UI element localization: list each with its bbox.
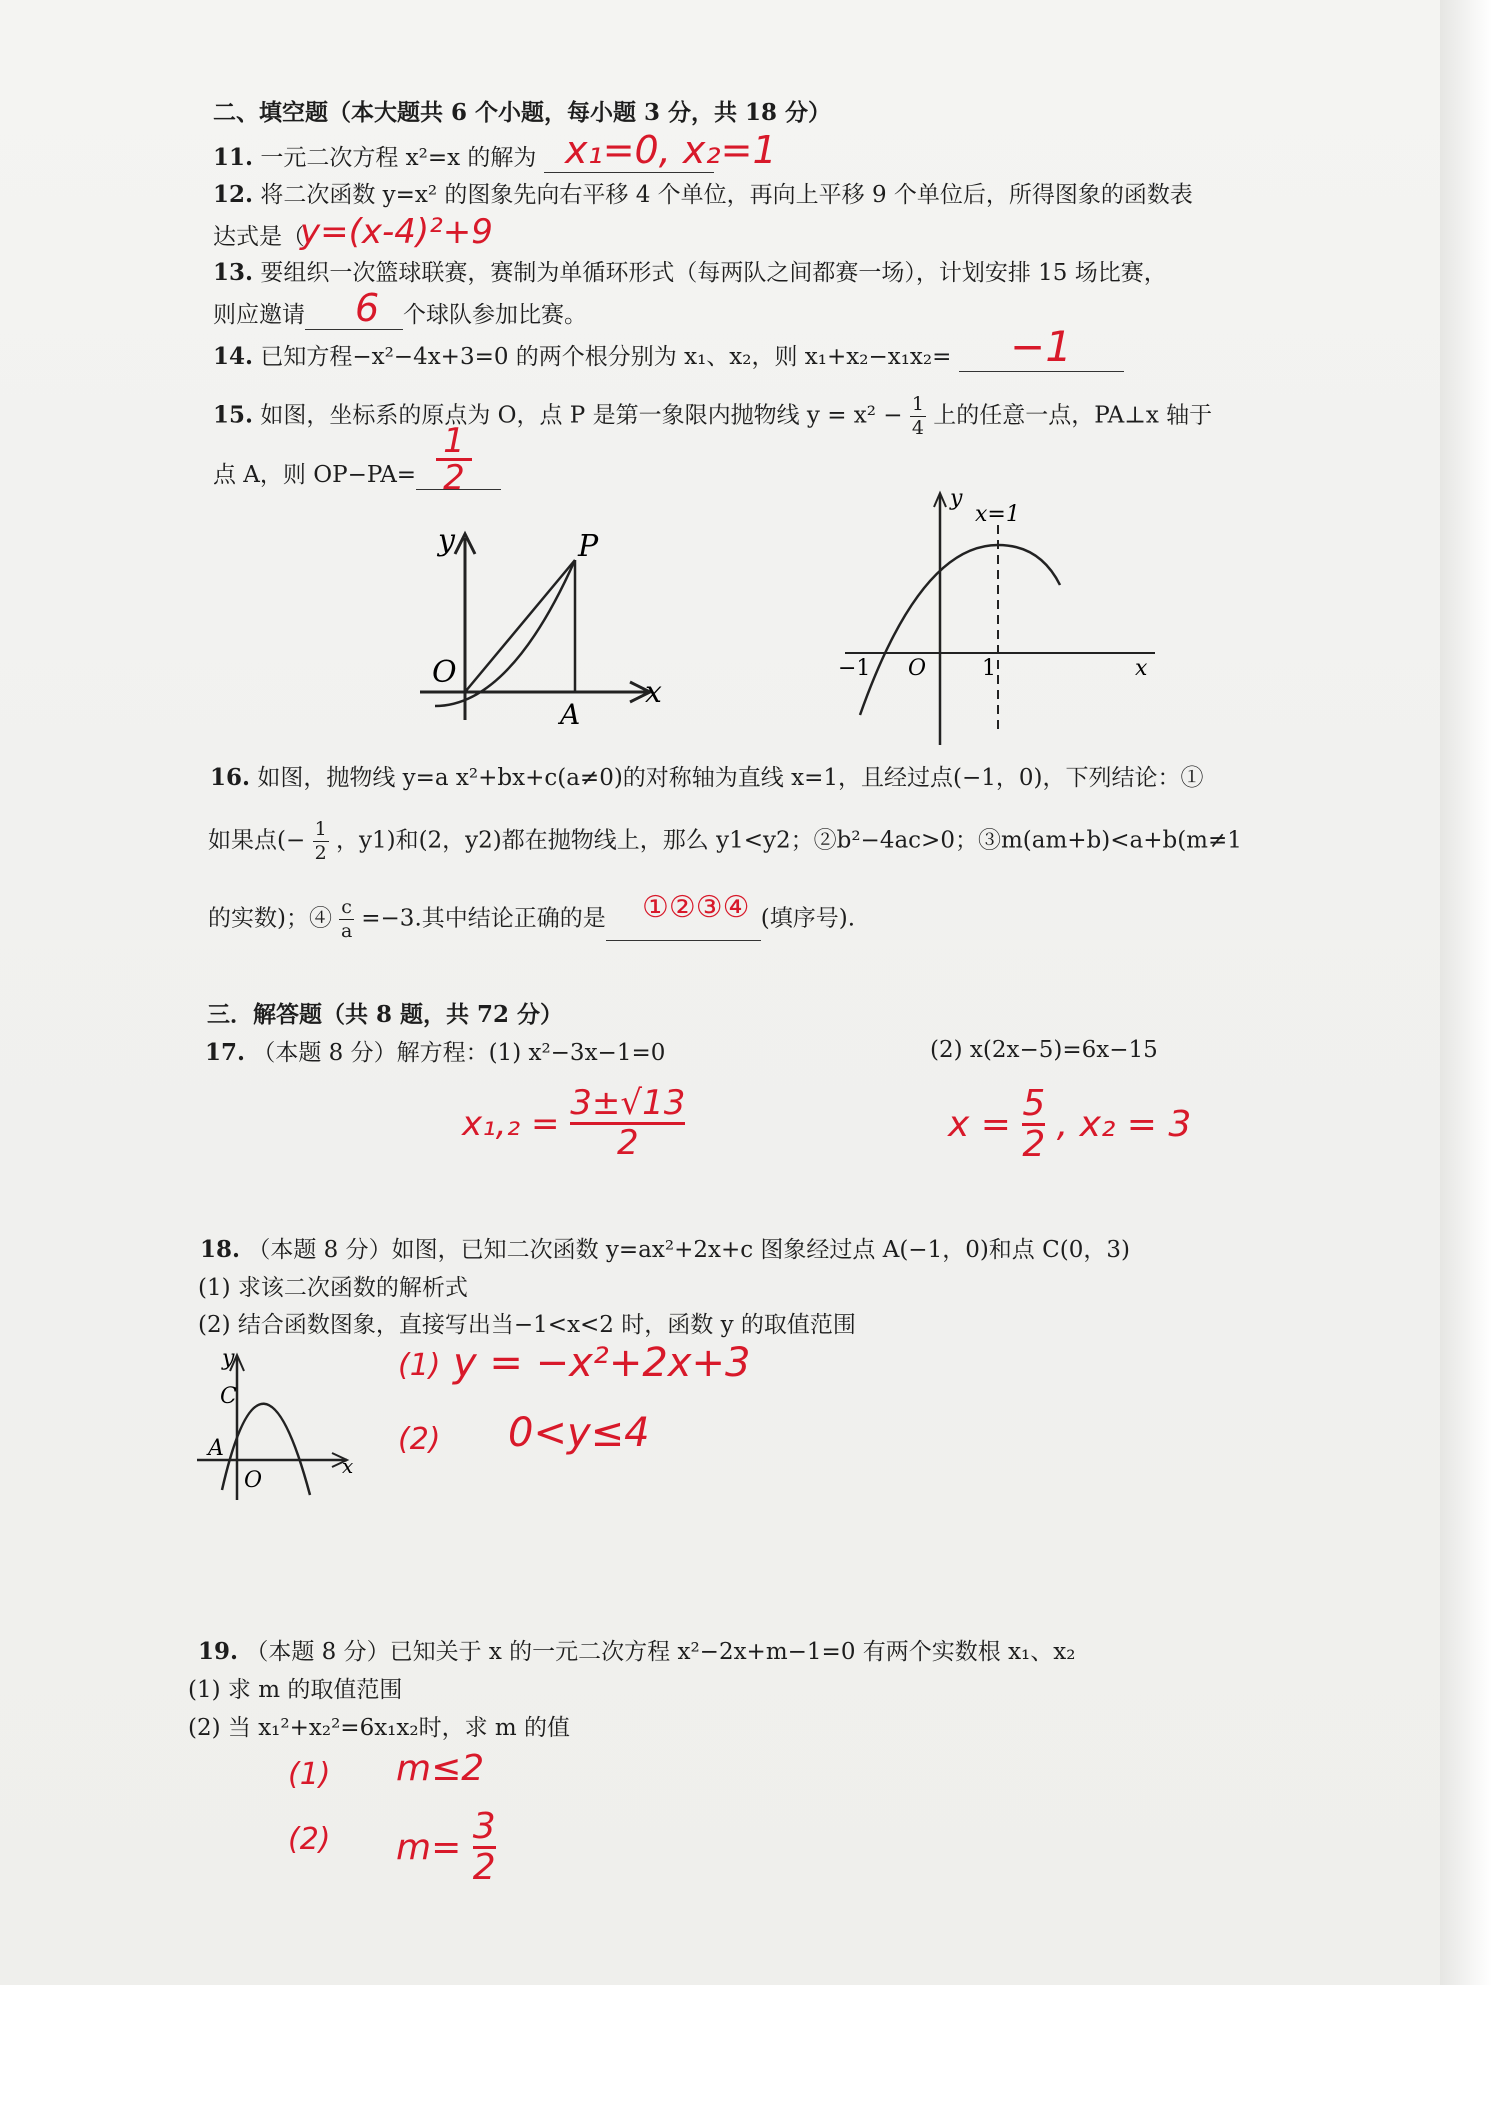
fraction-one-half: $\frac{1}{2}$ xyxy=(314,818,327,864)
label-p: P xyxy=(578,529,599,564)
handwritten-answer-17-2: x = $\frac{5}{2}$ , x₂ = 3 xyxy=(948,1083,1192,1165)
question-16-line1: 16. 如图，抛物线 y=a x²+bx+c(a≠0)的对称轴为直线 x=1，且经过点(−1，0)，下列结论：① xyxy=(210,764,1204,791)
figure-q15-parabola xyxy=(410,520,680,730)
handwritten-answer-19-2: m= $\frac{3}{2}$ xyxy=(396,1806,496,1888)
question-16-line2: 如果点(− $\frac{1}{2}$ ，y1)和(2，y2)都在抛物线上，那么 y1<y2；②b²−4ac>0；③m(am+b)<a+b(m≠1 xyxy=(208,818,1242,864)
question-number: 16. xyxy=(210,764,251,791)
question-number: 19. xyxy=(198,1638,239,1665)
label-neg1: −1 xyxy=(838,656,871,681)
handwritten-answer-17-1: x₁,₂ = $\frac{3\pm√13}{2}$ xyxy=(462,1083,686,1164)
handwritten-answer-19-1: m≤2 xyxy=(396,1748,485,1789)
fraction-one-quarter: $\frac{1}{4}$ xyxy=(911,393,924,439)
label-1: 1 xyxy=(982,656,996,681)
figure-q18-parabola xyxy=(192,1345,362,1505)
question-14 xyxy=(213,342,1124,372)
label-y: y xyxy=(950,486,963,511)
parabola-curve xyxy=(860,545,1060,715)
handwritten-label-18-1: (1) xyxy=(398,1348,441,1383)
answer-blank xyxy=(305,329,403,330)
question-12-line2: 达式是（ xyxy=(213,224,305,250)
question-13-line2: 则应邀请 个球队参加比赛。 xyxy=(213,302,587,328)
label-o: O xyxy=(244,1468,263,1493)
label-a: A xyxy=(560,698,581,730)
handwritten-answer-18-2: 0<y≤4 xyxy=(508,1410,650,1456)
question-19-part2: (2) 当 x₁²+x₂²=6x₁x₂时，求 m 的值 xyxy=(188,1715,571,1741)
handwritten-answer-13: 6 xyxy=(355,286,380,330)
question-18: 18. （本题 8 分）如图，已知二次函数 y=ax²+2x+c 图象经过点 A(−1，0)和点 C(0，3) xyxy=(200,1236,1130,1263)
handwritten-answer-12: y=(x-4)²+9 xyxy=(300,212,493,252)
label-axis: x=1 xyxy=(975,502,1020,527)
handwritten-answer-14: −1 xyxy=(1010,322,1072,371)
fraction-c-over-a: $\frac{c}{a}$ xyxy=(340,896,353,942)
question-15-line2: 点 A，则 OP−PA= xyxy=(213,460,501,490)
question-12-line1 xyxy=(213,180,1193,210)
label-x: x xyxy=(1135,656,1148,681)
handwritten-label-18-2: (2) xyxy=(398,1422,441,1457)
question-number: 12. xyxy=(213,181,254,208)
handwritten-answer-18-1: y = −x²+2x+3 xyxy=(453,1340,751,1386)
question-number: 17. xyxy=(205,1039,246,1066)
question-18-part2: (2) 结合函数图象，直接写出当−1<x<2 时，函数 y 的取值范围 xyxy=(198,1312,856,1338)
handwritten-label-19-2: (2) xyxy=(288,1822,331,1857)
question-number: 15. xyxy=(213,401,254,429)
answer-blank xyxy=(606,940,761,941)
question-number: 13. xyxy=(213,259,254,286)
handwritten-answer-16: ①②③④ xyxy=(642,890,750,925)
question-16-line3: 的实数)；④ $\frac{c}{a}$ =−3.其中结论正确的是 (填序号). xyxy=(208,896,856,942)
question-18-part1: (1) 求该二次函数的解析式 xyxy=(198,1275,468,1301)
handwritten-answer-11: x₁=0, x₂=1 xyxy=(565,128,777,172)
question-13-line1 xyxy=(213,258,1167,288)
question-text: 已知方程−x²−4x+3=0 的两个根分别为 x₁、x₂，则 x₁+x₂−x₁x₂= xyxy=(260,344,952,370)
label-c: C xyxy=(220,1384,237,1409)
question-text: 一元二次方程 x²=x 的解为 xyxy=(260,145,537,171)
parabola-curve xyxy=(222,1404,310,1495)
label-o: O xyxy=(908,656,927,681)
answer-blank xyxy=(544,172,714,173)
section-2-header: 二、填空题（本大题共 6 个小题，每小题 3 分，共 18 分） xyxy=(213,99,832,126)
page-edge-shadow xyxy=(1440,0,1492,1985)
question-number: 18. xyxy=(200,1236,241,1263)
label-y: y xyxy=(438,523,455,558)
question-17: 17. （本题 8 分）解方程：(1) x²−3x−1=0 xyxy=(205,1039,666,1066)
question-text: 要组织一次篮球联赛，赛制为单循环形式（每两队之间都赛一场），计划安排 15 场比赛， xyxy=(260,260,1167,286)
label-o: O xyxy=(432,655,457,690)
figure-q16-parabola xyxy=(830,485,1160,750)
question-15-line1: 15. 如图，坐标系的原点为 O，点 P 是第一象限内抛物线 y = x² − $\frac{1}{4}$ 上的任意一点，PA⊥x 轴于 xyxy=(213,393,1213,439)
label-a: A xyxy=(208,1436,224,1461)
question-17-part2: (2) x(2x−5)=6x−15 xyxy=(930,1037,1158,1063)
question-number: 14. xyxy=(213,343,254,370)
question-text: 将二次函数 y=x² 的图象先向右平移 4 个单位，再向上平移 9 个单位后，所得图象的函数表 xyxy=(260,182,1193,208)
question-19: 19. （本题 8 分）已知关于 x 的一元二次方程 x²−2x+m−1=0 有两个实数根 x₁、x₂ xyxy=(198,1638,1076,1665)
section-3-header: 三．解答题（共 8 题，共 72 分） xyxy=(207,1001,564,1028)
segment-op xyxy=(465,560,575,692)
answer-blank xyxy=(959,371,1124,372)
question-19-part1: (1) 求 m 的取值范围 xyxy=(188,1677,403,1703)
label-x: x xyxy=(645,675,662,710)
handwritten-answer-15: 1 2 xyxy=(436,424,472,495)
label-x: x xyxy=(342,1454,354,1478)
question-number: 11. xyxy=(213,144,254,171)
handwritten-label-19-1: (1) xyxy=(288,1757,331,1792)
label-y: y xyxy=(222,1346,235,1371)
